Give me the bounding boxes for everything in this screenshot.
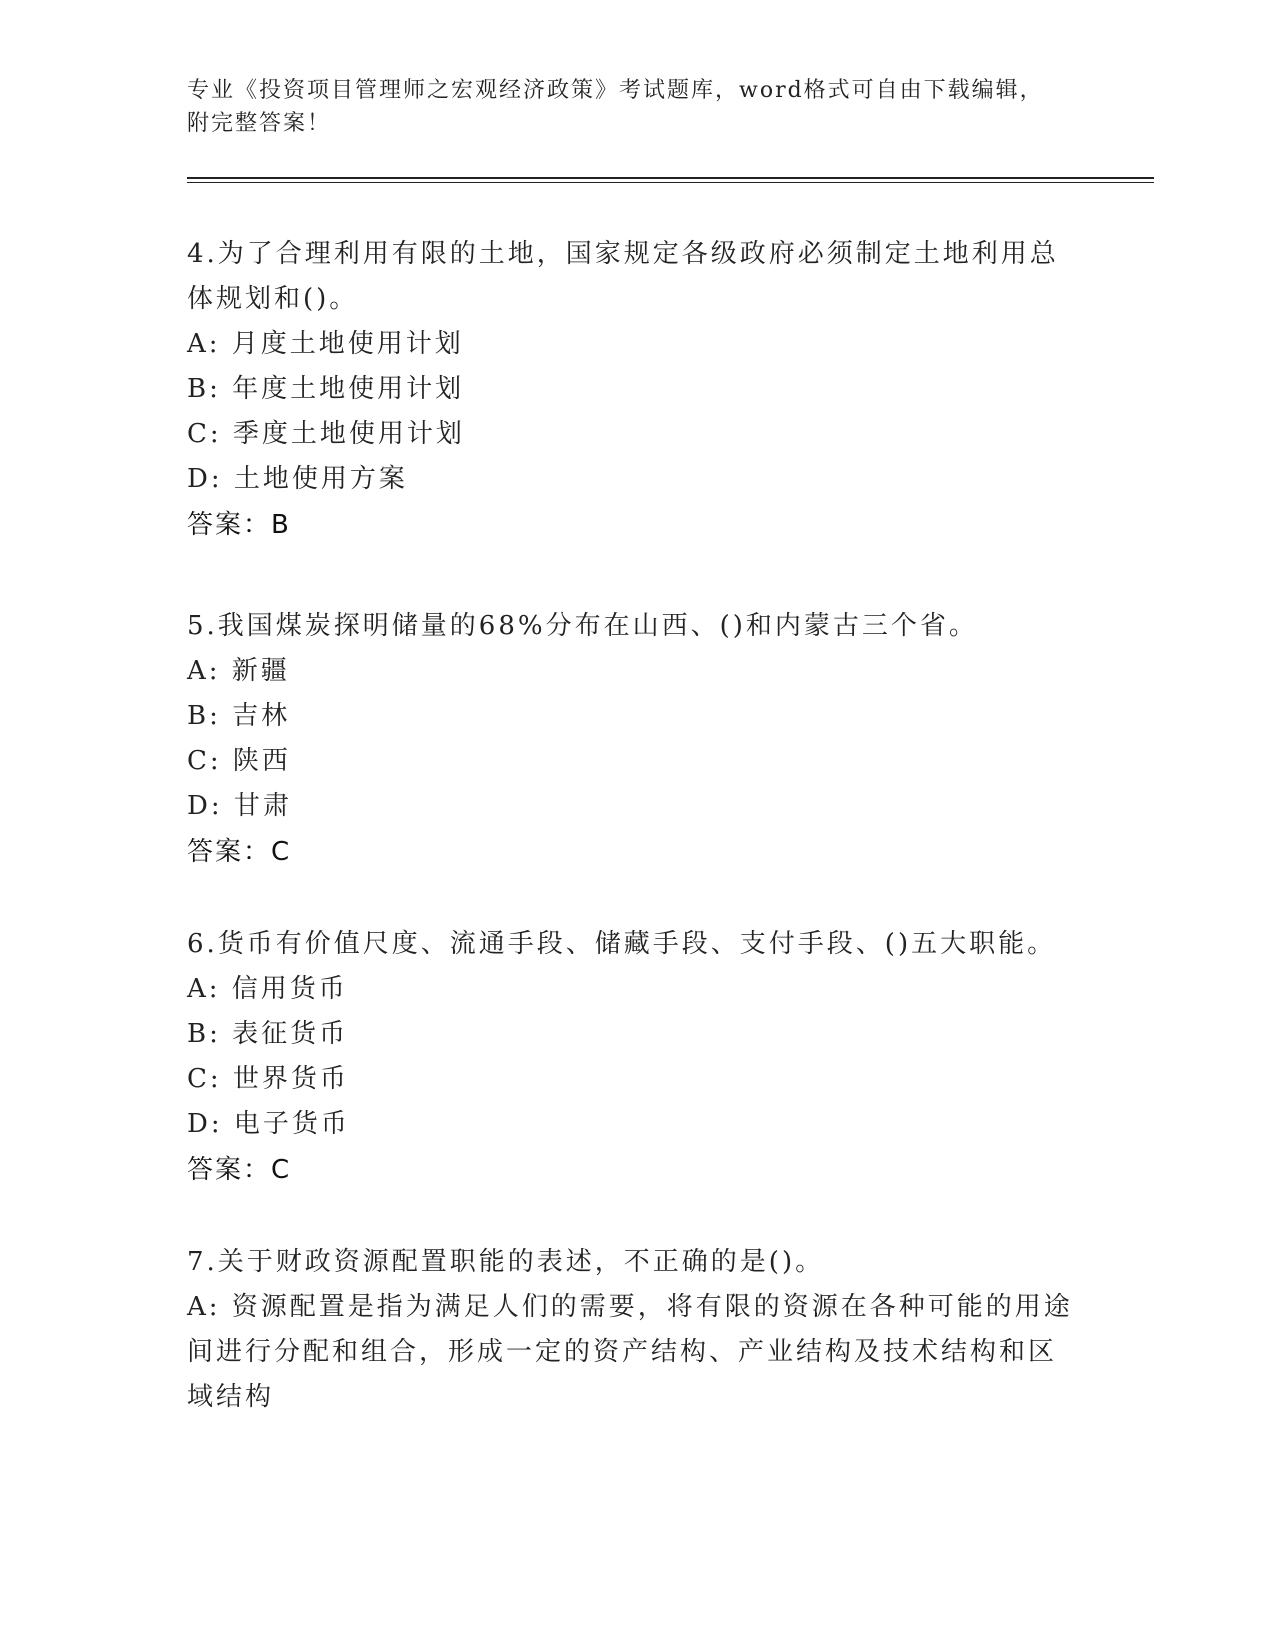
question-6 bbox=[187, 922, 1067, 1193]
answer: 答案：B bbox=[187, 510, 291, 540]
option-c: C: 陕西 bbox=[187, 746, 291, 776]
answer: 答案：C bbox=[187, 1155, 292, 1185]
question-7 bbox=[187, 1240, 1073, 1420]
option-a: A: 月度土地使用计划 bbox=[187, 329, 464, 359]
question-stem-cont: 体规划和()。 bbox=[187, 284, 359, 314]
option-d: D: 甘肃 bbox=[187, 791, 292, 821]
question-stem: 7.关于财政资源配置职能的表述，不正确的是()。 bbox=[187, 1247, 825, 1277]
question-stem: 5.我国煤炭探明储量的68%分布在山西、()和内蒙古三个省。 bbox=[187, 611, 978, 641]
option-a: A: 新疆 bbox=[187, 656, 290, 686]
option-a-cont: 域结构 bbox=[187, 1382, 275, 1412]
question-stem: 6.货币有价值尺度、流通手段、储藏手段、支付手段、()五大职能。 bbox=[187, 929, 1057, 959]
option-c: C: 季度土地使用计划 bbox=[187, 419, 465, 449]
option-b: B: 吉林 bbox=[187, 701, 291, 731]
document-header bbox=[187, 74, 1067, 140]
option-c: C: 世界货币 bbox=[187, 1064, 349, 1094]
option-a: A: 资源配置是指为满足人们的需要，将有限的资源在各种可能的用途 bbox=[187, 1292, 1073, 1322]
header-line-1: 专业《投资项目管理师之宏观经济政策》考试题库，word格式可自由下载编辑， bbox=[187, 78, 1044, 103]
option-a-cont: 间进行分配和组合，形成一定的资产结构、产业结构及技术结构和区 bbox=[187, 1337, 1058, 1367]
header-line-2: 附完整答案！ bbox=[187, 111, 332, 136]
option-a: A: 信用货币 bbox=[187, 974, 348, 1004]
question-5 bbox=[187, 604, 1067, 875]
option-b: B: 表征货币 bbox=[187, 1019, 349, 1049]
option-d: D: 土地使用方案 bbox=[187, 464, 408, 494]
question-4 bbox=[187, 232, 1067, 548]
header-divider bbox=[187, 177, 1154, 179]
option-d: D: 电子货币 bbox=[187, 1109, 350, 1139]
question-stem: 4.为了合理利用有限的土地，国家规定各级政府必须制定土地利用总 bbox=[187, 239, 1059, 269]
header-divider-thin bbox=[187, 182, 1154, 183]
option-b: B: 年度土地使用计划 bbox=[187, 374, 465, 404]
answer: 答案：C bbox=[187, 837, 292, 867]
